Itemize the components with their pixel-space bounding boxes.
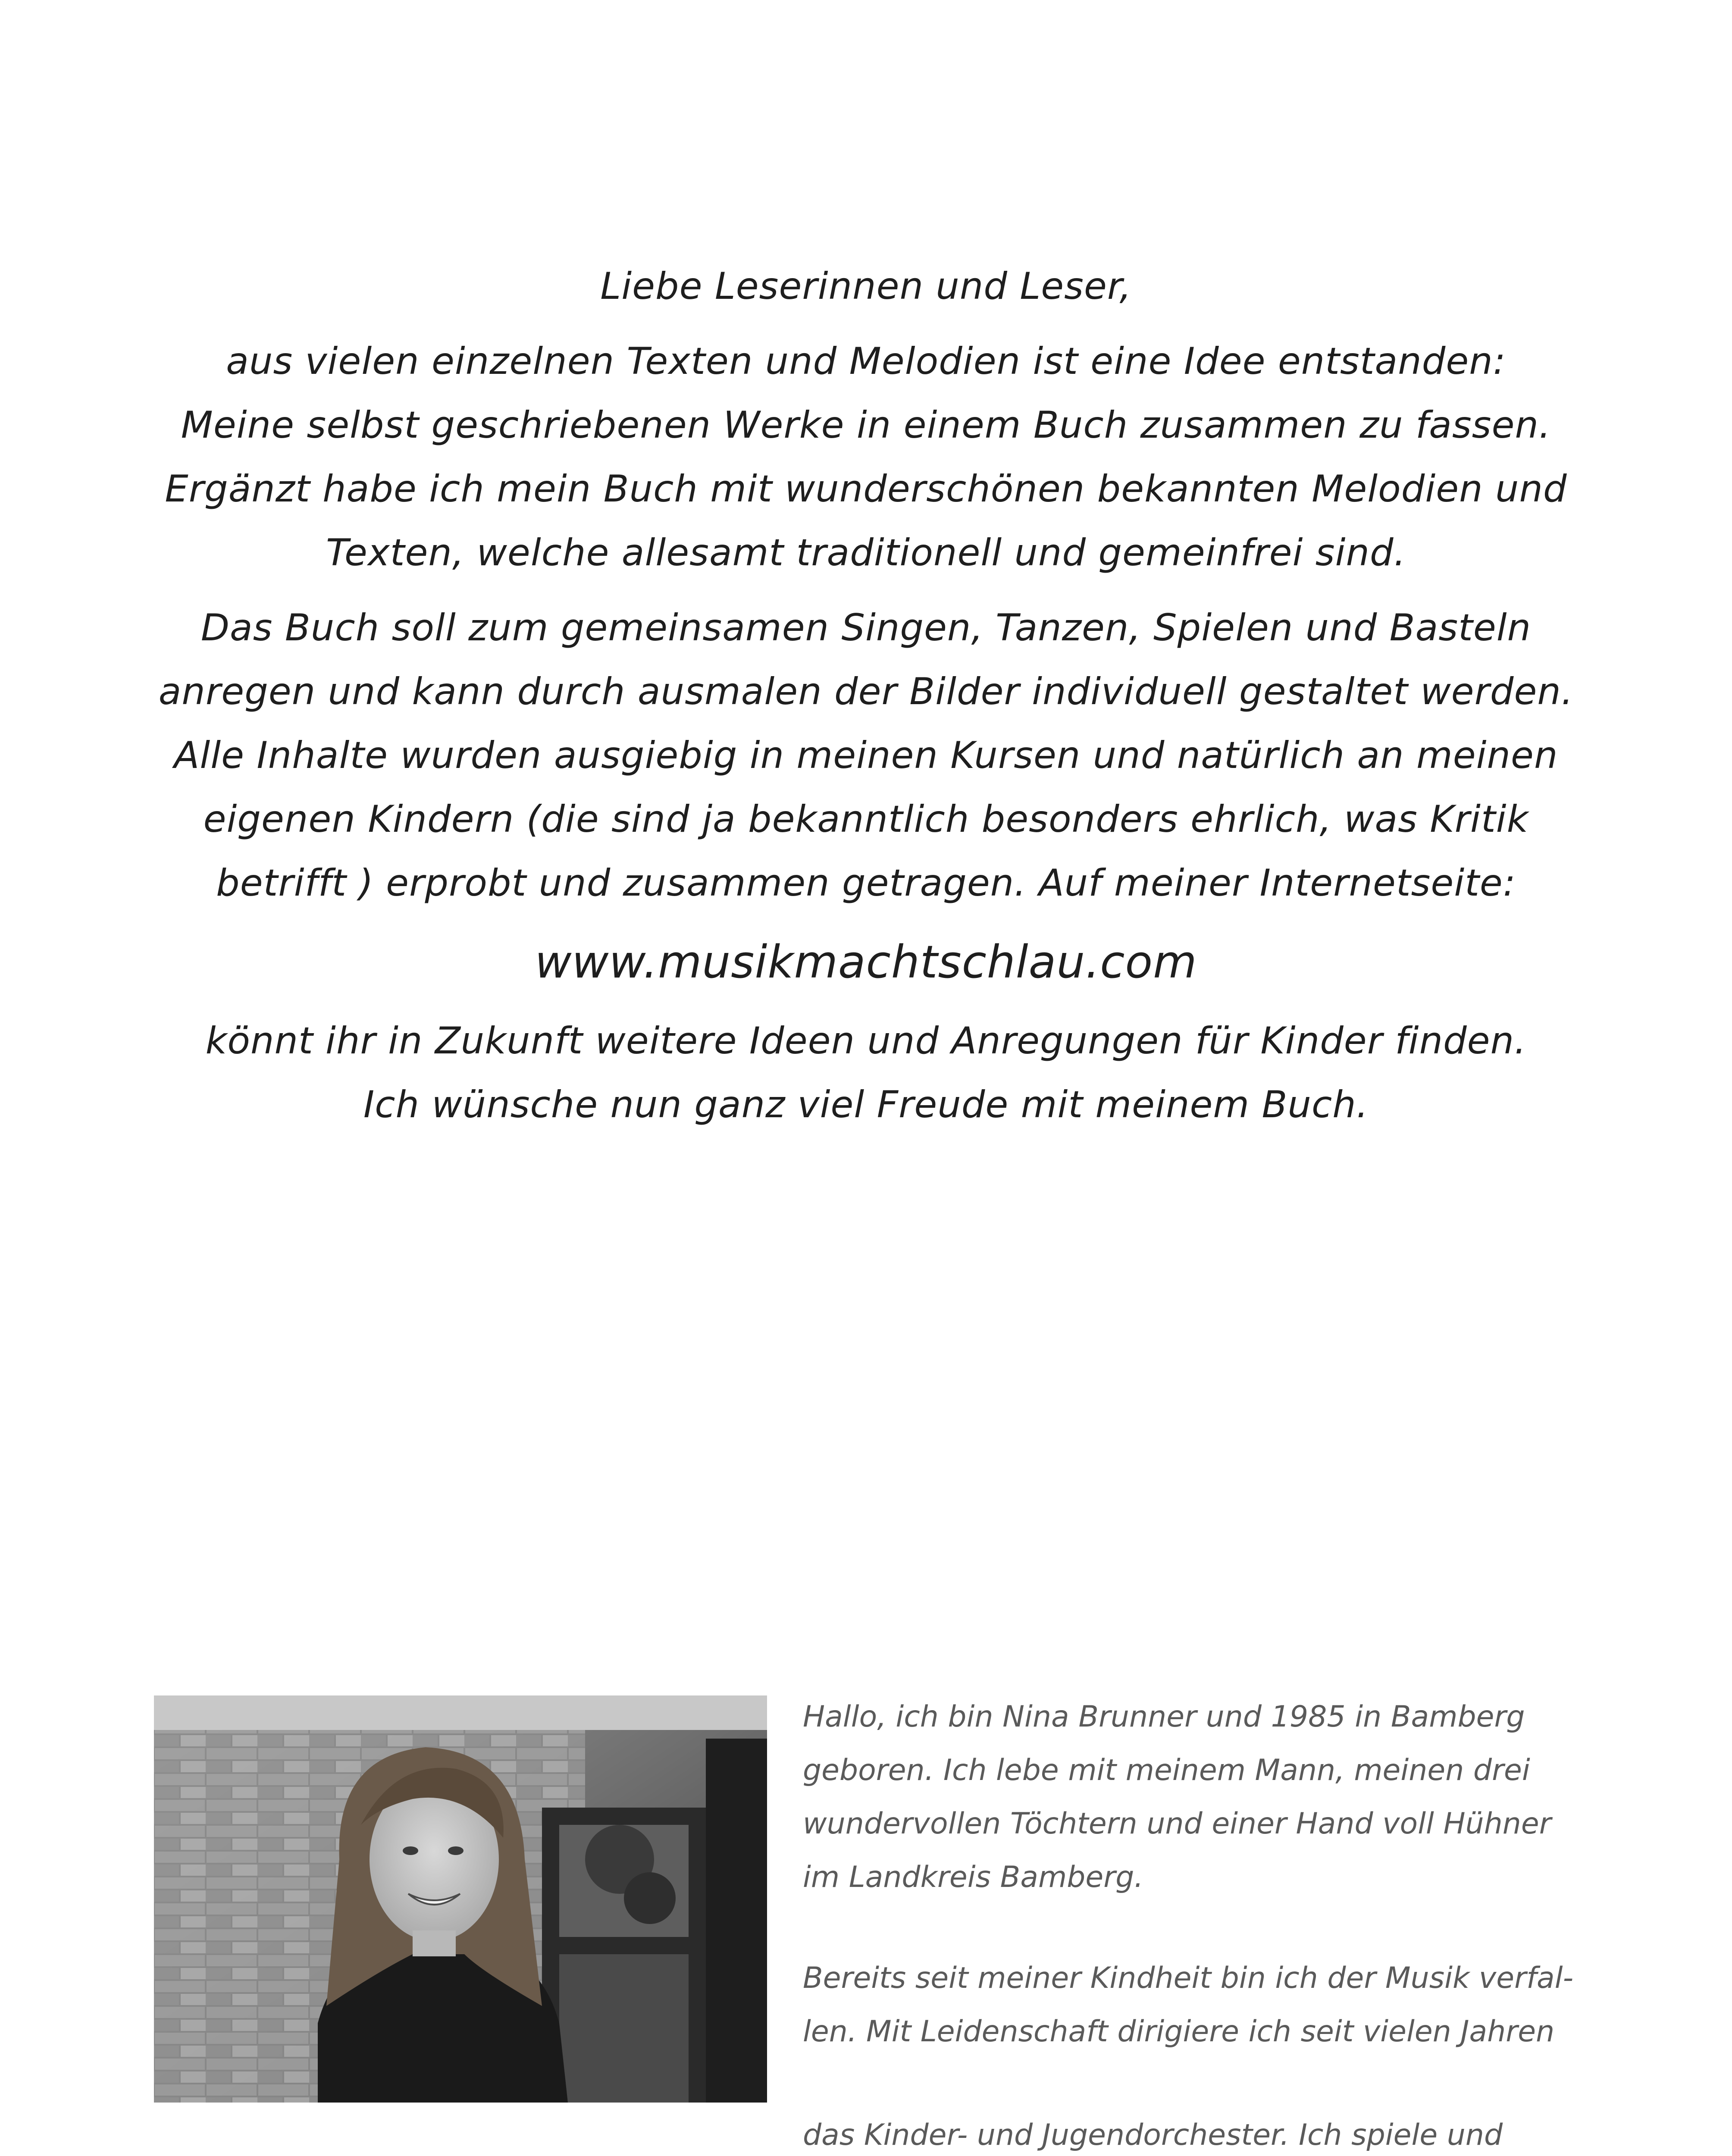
intro-line: Das Buch soll zum gemeinsamen Singen, Tanzen, Spielen und Basteln <box>200 606 1532 649</box>
website-url: www.musikmachtschlau.com <box>535 936 1197 988</box>
intro-line: könnt ihr in Zukunft weitere Ideen und Anregungen für Kinder finden. <box>205 1019 1527 1062</box>
author-bio-side <box>803 1690 1592 2059</box>
intro-line: eigenen Kindern (die sind ja bekanntlich besonders ehrlich, was Kritik <box>203 798 1529 841</box>
intro-line: Alle Inhalte wurden ausgiebig in meinen Kursen und natürlich an meinen <box>174 734 1558 777</box>
intro-letter <box>155 254 1577 1137</box>
bio-line: len. Mit Leidenschaft dirigiere ich seit vielen Jahren <box>803 2015 1555 2049</box>
bio-line: wundervollen Töchtern und einer Hand voll Hühner <box>803 1807 1551 1841</box>
greeting: Liebe Leserinnen und Leser, <box>600 265 1132 308</box>
intro-line: Ergänzt habe ich mein Buch mit wunderschönen bekannten Melodien und <box>165 467 1567 511</box>
author-photo <box>154 1695 767 2103</box>
bio-line: Hallo, ich bin Nina Brunner und 1985 in Bamberg <box>803 1700 1525 1734</box>
intro-line: anregen und kann durch ausmalen der Bilder individuell gestaltet werden. <box>158 670 1574 713</box>
bio-line: im Landkreis Bamberg. <box>803 1860 1143 1894</box>
bio-line: geboren. Ich lebe mit meinem Mann, meinen drei <box>803 1753 1530 1787</box>
intro-line: Meine selbst geschriebenen Werke in einem Buch zusammen zu fassen. <box>181 404 1551 447</box>
intro-line: betrifft ) erprobt und zusammen getragen. Auf meiner Internetseite: <box>216 862 1516 905</box>
author-bio-bottom <box>154 2109 1592 2156</box>
intro-line: Ich wünsche nun ganz viel Freude mit meinem Buch. <box>363 1083 1369 1126</box>
bio-line: das Kinder- und Jugendorchester. Ich spiele und <box>803 2118 1503 2152</box>
bio-line: Bereits seit meiner Kindheit bin ich der Musik verfal- <box>803 1961 1574 1995</box>
intro-line: Texten, welche allesamt traditionell und gemeinfrei sind. <box>326 531 1406 574</box>
intro-line: aus vielen einzelnen Texten und Melodien ist eine Idee entstanden: <box>226 340 1506 383</box>
